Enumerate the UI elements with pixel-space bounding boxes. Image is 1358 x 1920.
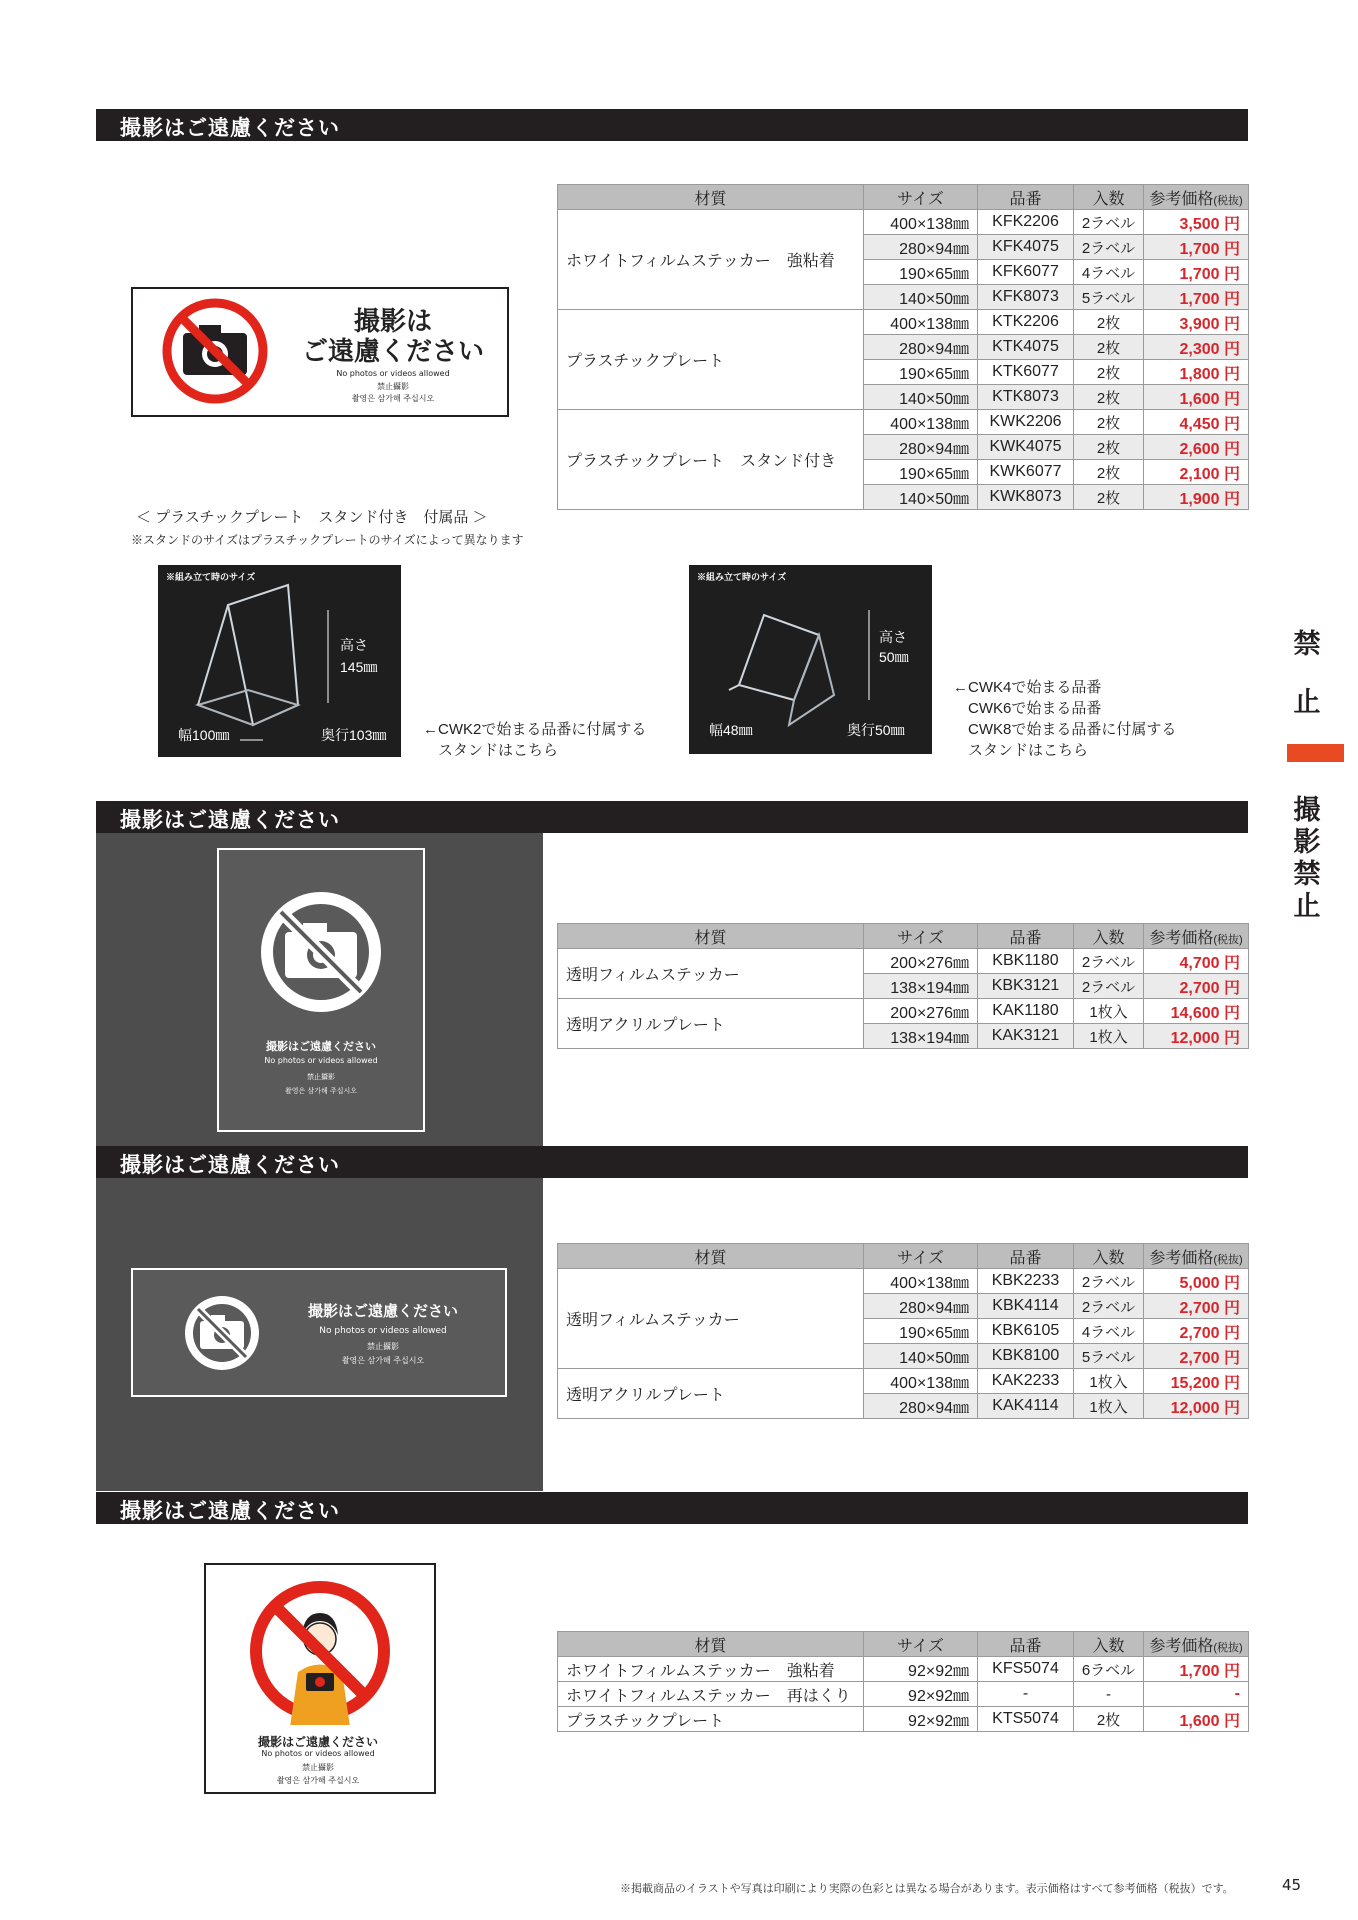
sign-no-photo-horizontal (131, 287, 509, 417)
header-price-label: 参考価格 (1149, 1249, 1214, 1267)
qty-cell: 2枚 (1074, 385, 1144, 410)
code-cell: KTK6077 (978, 360, 1074, 385)
depth-label: 奥行103㎜ (321, 727, 387, 743)
qty-cell: 1枚入 (1074, 1394, 1144, 1419)
table-row (558, 410, 1249, 435)
qty-cell: 1枚入 (1074, 999, 1144, 1024)
material-cell: プラスチックプレート スタンド付き (558, 410, 864, 510)
price-cell: 2,700 円 (1144, 1319, 1249, 1344)
table-header-row (558, 185, 1249, 210)
price-cell: 3,900 円 (1144, 310, 1249, 335)
sign-ko: 촬영은 삼가해 주십시오 (276, 1776, 360, 1785)
price-cell: - (1144, 1682, 1249, 1707)
qty-cell: 2枚 (1074, 310, 1144, 335)
header-code: 品番 (978, 924, 1074, 949)
qty-cell: 5ラベル (1074, 285, 1144, 310)
table-row (558, 1269, 1249, 1294)
price-cell: 1,700 円 (1144, 285, 1249, 310)
material-cell: ホワイトフィルムステッカー 強粘着 (558, 1657, 864, 1682)
size-cell: 138×194㎜ (864, 974, 978, 999)
no-camera-icon (253, 884, 389, 1020)
qty-cell: 5ラベル (1074, 1344, 1144, 1369)
sidebar-char: 禁 (1293, 629, 1321, 660)
sidebar-char: 止 (1293, 687, 1321, 718)
sign-no-photo-geisha (204, 1563, 436, 1794)
header-price-label: 参考価格 (1149, 929, 1214, 947)
width-label: 幅48㎜ (709, 722, 753, 738)
price-cell: 1,700 円 (1144, 235, 1249, 260)
section-header-4 (96, 1492, 1248, 1524)
table-row (558, 310, 1249, 335)
section-header-1 (96, 109, 1248, 141)
sign-jp: 撮影はご遠慮ください (307, 1302, 458, 1320)
sign-jp: 撮影はご遠慮ください (257, 1735, 378, 1749)
code-cell: KBK3121 (978, 974, 1074, 999)
stand-accessory-title: ＜ プラスチックプレート スタンド付き 付属品 ＞ (136, 509, 488, 526)
code-cell: KWK8073 (978, 485, 1074, 510)
section-title: 撮影はご遠慮ください (120, 116, 340, 140)
table-header-row (558, 1632, 1249, 1657)
header-size: サイズ (864, 185, 978, 210)
header-tax-label: (税抜) (1213, 933, 1243, 946)
qty-cell: 2枚 (1074, 360, 1144, 385)
sign-ko: 촬영은 삼가해 주십시오 (341, 1356, 425, 1365)
sign-no-photo-vertical (217, 848, 425, 1132)
size-cell: 140×50㎜ (864, 1344, 978, 1369)
qty-cell: 1枚入 (1074, 1024, 1144, 1049)
header-tax-label: (税抜) (1213, 1641, 1243, 1654)
qty-cell: 2ラベル (1074, 974, 1144, 999)
size-cell: 200×276㎜ (864, 999, 978, 1024)
footer-disclaimer: ※掲載商品のイラストや写真は印刷により実際の色彩とは異なる場合があります。表示価格はすべて参考価格（税抜）です。 (620, 1882, 1234, 1895)
no-camera-icon (181, 1292, 263, 1374)
qty-cell: 2ラベル (1074, 949, 1144, 974)
code-cell: KBK1180 (978, 949, 1074, 974)
sign-zh: 禁止攝影 (307, 1073, 335, 1081)
size-cell: 140×50㎜ (864, 285, 978, 310)
section-header-3 (96, 1146, 1248, 1178)
qty-cell: 2ラベル (1074, 210, 1144, 235)
sign-en: No photos or videos allowed (319, 1326, 447, 1336)
size-cell: 280×94㎜ (864, 335, 978, 360)
stand2-note-line2: CWK6で始まる品番 (968, 700, 1102, 717)
table-row (558, 1657, 1249, 1682)
code-cell: KTK2206 (978, 310, 1074, 335)
qty-cell: 4ラベル (1074, 1319, 1144, 1344)
code-cell: KWK2206 (978, 410, 1074, 435)
no-camera-geisha-icon (246, 1577, 394, 1725)
material-cell: プラスチックプレート (558, 1707, 864, 1732)
material-cell: プラスチックプレート (558, 310, 864, 410)
sign-jp: 撮影はご遠慮ください (266, 1040, 376, 1053)
size-cell: 140×50㎜ (864, 485, 978, 510)
product-table-2 (557, 923, 1249, 1049)
page-number: 45 (1282, 1876, 1302, 1894)
code-cell: KFK2206 (978, 210, 1074, 235)
size-cell: 400×138㎜ (864, 1369, 978, 1394)
size-cell: 190×65㎜ (864, 260, 978, 285)
code-cell: KAK1180 (978, 999, 1074, 1024)
size-cell: 400×138㎜ (864, 210, 978, 235)
sign-en: No photos or videos allowed (261, 1749, 375, 1758)
price-cell: 2,700 円 (1144, 1344, 1249, 1369)
qty-cell: 2枚 (1074, 435, 1144, 460)
header-price-label: 参考価格 (1149, 1637, 1214, 1655)
section-title: 撮影はご遠慮ください (120, 808, 340, 832)
sign-zh: 禁止攝影 (377, 382, 409, 391)
qty-cell: 4ラベル (1074, 260, 1144, 285)
sidebar-char: 止 (1293, 891, 1321, 922)
stand-size-note: ※スタンドのサイズはプラスチックプレートのサイズによって異なります (131, 533, 524, 547)
price-cell: 2,300 円 (1144, 335, 1249, 360)
stand1-note-line2: スタンドはこちら (438, 742, 559, 759)
material-cell: 透明フィルムステッカー (558, 949, 864, 999)
table-row (558, 999, 1249, 1024)
stand-photo-small (689, 565, 932, 754)
section-header-2 (96, 801, 1248, 833)
code-cell: KFS5074 (978, 1657, 1074, 1682)
header-price-label: 参考価格 (1149, 190, 1214, 208)
header-material: 材質 (558, 924, 864, 949)
code-cell: KFK8073 (978, 285, 1074, 310)
code-cell: KWK6077 (978, 460, 1074, 485)
header-price (1144, 924, 1249, 949)
table-header-row (558, 924, 1249, 949)
size-cell: 92×92㎜ (864, 1682, 978, 1707)
price-cell: 2,700 円 (1144, 1294, 1249, 1319)
header-price (1144, 185, 1249, 210)
header-size: サイズ (864, 924, 978, 949)
code-cell: KAK4114 (978, 1394, 1074, 1419)
price-cell: 3,500 円 (1144, 210, 1249, 235)
size-cell: 280×94㎜ (864, 235, 978, 260)
sign-en: No photos or videos allowed (264, 1056, 378, 1065)
qty-cell: 1枚入 (1074, 1369, 1144, 1394)
size-cell: 400×138㎜ (864, 410, 978, 435)
header-material: 材質 (558, 185, 864, 210)
size-cell: 280×94㎜ (864, 1294, 978, 1319)
no-camera-icon (161, 297, 269, 405)
width-label: 幅100㎜ (178, 727, 230, 743)
sidebar-char: 撮 (1293, 795, 1321, 826)
product-table-3 (557, 1243, 1249, 1419)
section-title: 撮影はご遠慮ください (120, 1153, 340, 1177)
height-label: 高さ (879, 629, 907, 645)
height-value: 50㎜ (879, 649, 909, 665)
code-cell: KBK2233 (978, 1269, 1074, 1294)
header-material: 材質 (558, 1244, 864, 1269)
price-cell: 1,700 円 (1144, 1657, 1249, 1682)
size-cell: 200×276㎜ (864, 949, 978, 974)
price-cell: 2,700 円 (1144, 974, 1249, 999)
price-cell: 15,200 円 (1144, 1369, 1249, 1394)
qty-cell: 2枚 (1074, 410, 1144, 435)
table-row (558, 1707, 1249, 1732)
header-material: 材質 (558, 1632, 864, 1657)
price-cell: 1,700 円 (1144, 260, 1249, 285)
header-code: 品番 (978, 1244, 1074, 1269)
table-header-row (558, 1244, 1249, 1269)
size-cell: 92×92㎜ (864, 1707, 978, 1732)
code-cell: KTK8073 (978, 385, 1074, 410)
size-cell: 92×92㎜ (864, 1657, 978, 1682)
header-code: 品番 (978, 185, 1074, 210)
qty-cell: 2ラベル (1074, 235, 1144, 260)
price-cell: 14,600 円 (1144, 999, 1249, 1024)
sign-no-photo-horizontal-clear (131, 1268, 507, 1397)
stand1-note-line1: ←CWK2で始まる品番に付属する (423, 721, 647, 738)
table-row (558, 949, 1249, 974)
stand-photo-large (158, 565, 401, 757)
material-cell: ホワイトフィルムステッカー 強粘着 (558, 210, 864, 310)
size-cell: 190×65㎜ (864, 360, 978, 385)
code-cell: - (978, 1682, 1074, 1707)
header-price (1144, 1244, 1249, 1269)
product-table-1 (557, 184, 1249, 510)
material-cell: ホワイトフィルムステッカー 再はくり (558, 1682, 864, 1707)
size-cell: 280×94㎜ (864, 1394, 978, 1419)
size-cell: 400×138㎜ (864, 1269, 978, 1294)
header-tax-label: (税抜) (1213, 1253, 1243, 1266)
code-cell: KBK8100 (978, 1344, 1074, 1369)
material-cell: 透明アクリルプレート (558, 999, 864, 1049)
code-cell: KTK4075 (978, 335, 1074, 360)
qty-cell: 2枚 (1074, 335, 1144, 360)
header-size: サイズ (864, 1244, 978, 1269)
size-cell: 138×194㎜ (864, 1024, 978, 1049)
price-cell: 1,900 円 (1144, 485, 1249, 510)
qty-cell: 2枚 (1074, 460, 1144, 485)
material-cell: 透明フィルムステッカー (558, 1269, 864, 1369)
height-label: 高さ (340, 637, 368, 653)
size-cell: 190×65㎜ (864, 1319, 978, 1344)
sign-en: No photos or videos allowed (336, 369, 450, 378)
depth-label: 奥行50㎜ (847, 722, 905, 738)
price-cell: 12,000 円 (1144, 1024, 1249, 1049)
stand2-note-line1: ←CWK4で始まる品番 (953, 679, 1102, 696)
header-qty: 入数 (1074, 1244, 1144, 1269)
material-cell: 透明アクリルプレート (558, 1369, 864, 1419)
qty-cell: 6ラベル (1074, 1657, 1144, 1682)
photo-corner-note: ※組み立て時のサイズ (697, 572, 787, 582)
code-cell: KAK3121 (978, 1024, 1074, 1049)
code-cell: KBK6105 (978, 1319, 1074, 1344)
price-cell: 4,450 円 (1144, 410, 1249, 435)
sign-ko: 촬영은 삼가해 주십시오 (284, 1087, 358, 1095)
qty-cell: - (1074, 1682, 1144, 1707)
size-cell: 190×65㎜ (864, 460, 978, 485)
table-row (558, 1682, 1249, 1707)
price-cell: 2,100 円 (1144, 460, 1249, 485)
code-cell: KWK4075 (978, 435, 1074, 460)
size-cell: 400×138㎜ (864, 310, 978, 335)
price-cell: 5,000 円 (1144, 1269, 1249, 1294)
header-qty: 入数 (1074, 924, 1144, 949)
section-title: 撮影はご遠慮ください (120, 1499, 340, 1523)
table-row (558, 1369, 1249, 1394)
sign-jp-line2: ご遠慮ください (301, 337, 484, 367)
qty-cell: 2枚 (1074, 485, 1144, 510)
sidebar-char: 影 (1293, 827, 1321, 858)
sign-ko: 촬영은 삼가해 주십시오 (351, 394, 435, 403)
qty-cell: 2ラベル (1074, 1294, 1144, 1319)
stand2-note-line4: スタンドはこちら (968, 742, 1089, 759)
height-value: 145㎜ (340, 659, 378, 675)
sidebar-char: 禁 (1293, 859, 1321, 890)
price-cell: 2,600 円 (1144, 435, 1249, 460)
header-qty: 入数 (1074, 185, 1144, 210)
code-cell: KTS5074 (978, 1707, 1074, 1732)
sign-jp-line1: 撮影は (353, 307, 432, 337)
qty-cell: 2ラベル (1074, 1269, 1144, 1294)
header-price (1144, 1632, 1249, 1657)
qty-cell: 2枚 (1074, 1707, 1144, 1732)
sign-zh: 禁止攝影 (302, 1763, 334, 1772)
code-cell: KBK4114 (978, 1294, 1074, 1319)
header-tax-label: (税抜) (1213, 194, 1243, 207)
size-cell: 140×50㎜ (864, 385, 978, 410)
stand2-note-line3: CWK8で始まる品番に付属する (968, 721, 1177, 738)
price-cell: 1,600 円 (1144, 385, 1249, 410)
code-cell: KAK2233 (978, 1369, 1074, 1394)
code-cell: KFK4075 (978, 235, 1074, 260)
price-cell: 4,700 円 (1144, 949, 1249, 974)
size-cell: 280×94㎜ (864, 435, 978, 460)
header-code: 品番 (978, 1632, 1074, 1657)
product-table-4 (557, 1631, 1249, 1732)
photo-corner-note: ※組み立て時のサイズ (166, 572, 256, 582)
code-cell: KFK6077 (978, 260, 1074, 285)
sign-zh: 禁止攝影 (367, 1342, 399, 1351)
table-row (558, 210, 1249, 235)
price-cell: 1,600 円 (1144, 1707, 1249, 1732)
price-cell: 12,000 円 (1144, 1394, 1249, 1419)
sidebar-accent-bar (1287, 744, 1344, 762)
price-cell: 1,800 円 (1144, 360, 1249, 385)
header-size: サイズ (864, 1632, 978, 1657)
header-qty: 入数 (1074, 1632, 1144, 1657)
